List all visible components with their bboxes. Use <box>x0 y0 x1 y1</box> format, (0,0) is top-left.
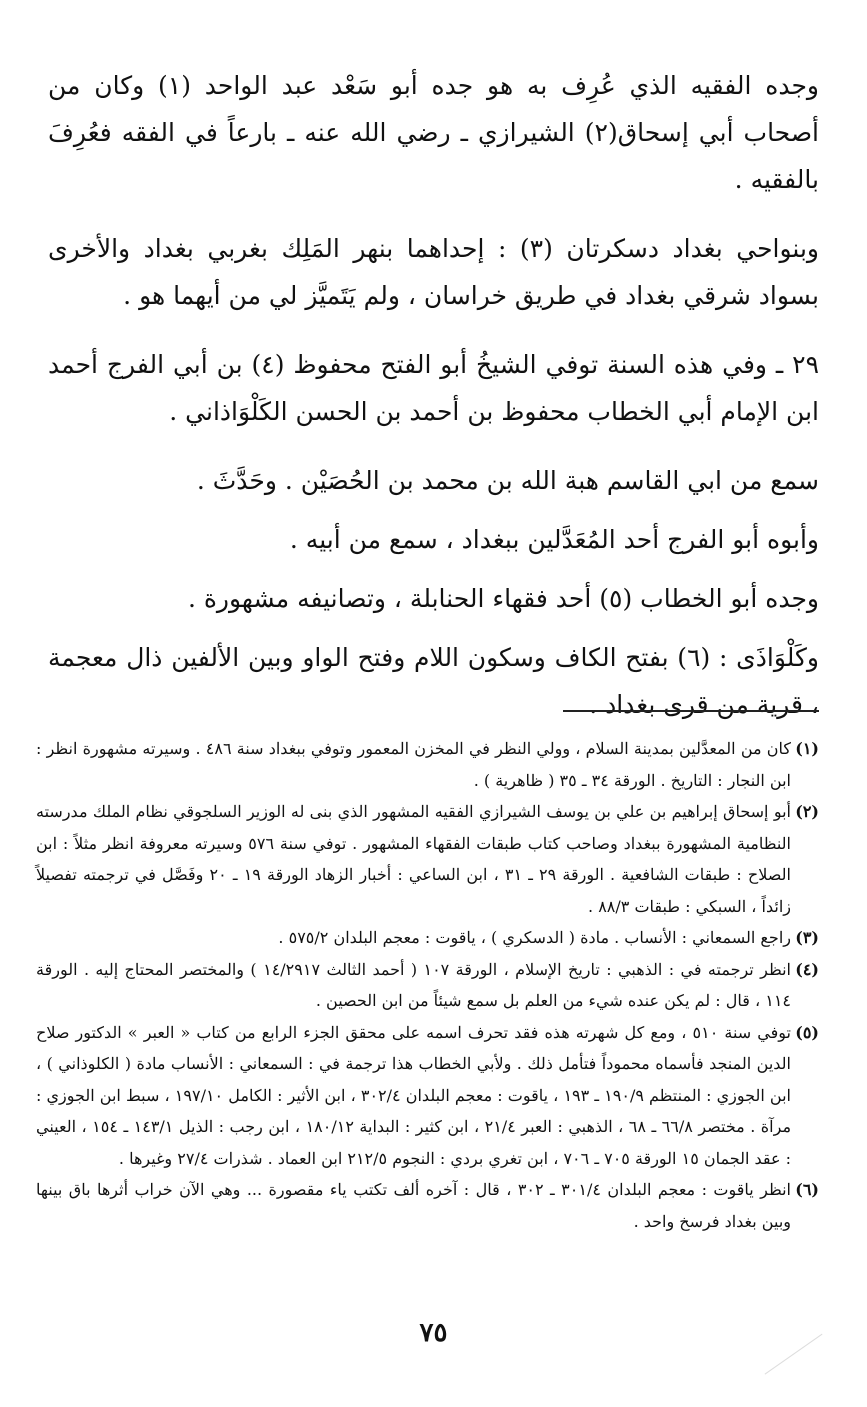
paragraph-6: وجده أبو الخطاب (٥) أحد فقهاء الحنابلة ، وتصانيفه مشهورة . <box>187 584 819 613</box>
footnote-text: انظر ترجمته في : الذهبي : تاريخ الإسلام ، الورقة ١٠٧ ( أحمد الثالث ١٤/٢٩١٧ ) والمختصر المحتاج إليه . الورقة ١١٤ ، قال : لم يكن عنده شيء من العلم بل سمع شيئاً من ابن الحصين . <box>36 959 791 1010</box>
footnote-text: راجع السمعاني : الأنساب . مادة ( الدسكري ) ، ياقوت : معجم البلدان ٥٧٥/٢ . <box>278 928 791 947</box>
footnote-text: توفي سنة ٥١٠ ، ومع كل شهرته هذه فقد تحرف اسمه على محقق الجزء الرابع من كتاب « العبر » الدكتور صلاح الدين المنجد فأسماه محموداً فتأمل ذلك . ولأبي الخطاب هذا ترجمة في : السمعاني : الأنساب مادة ( الكلوذاني ) ، ابن الجوزي : المنتظم ١٩٠/٩ ـ ١٩٣ ، ياقوت : معجم البلدان ٣٠٢/٤ ، ابن الأثير : الكامل ١٩٧/١٠ ، سبط ابن الجوزي : مرآة . مختصر ٦٦/٨ ـ ٦٨ ، الذهبي : العبر ٢١/٤ ، ابن كثير : البداية ١٨٠/١٢ ، ابن رجب : الذيل ١٤٣/١ ـ ١٥٤ ، العيني : عقد الجمان ١٥ الورقة ٧٠٥ ـ ٧٠٦ ، ابن تغري بردي : النجوم ٢١٢/٥ ابن العماد . شذرات ٢٧/٤ وغيرها . <box>36 1022 792 1168</box>
footnote-number: (٢) <box>795 802 819 821</box>
paragraph-4: سمع من ابي القاسم هبة الله بن محمد بن الحُصَيْن . وحَدَّثَ . <box>196 466 819 495</box>
page-number: ٧٥ <box>419 1318 448 1348</box>
footnote-number: (١) <box>795 739 819 758</box>
paragraph-2: وبنواحي بغداد دسكرتان (٣) : إحداهما بنهر المَلِك بغربي بغداد والأخرى بسواد شرقي بغداد في طريق خراسان ، ولم يَتَميَّز لي من أيهما هو . <box>48 234 819 310</box>
footnote-5 <box>36 1017 819 1175</box>
paragraph-5: وأبوه أبو الفرج أحد المُعَدَّلين ببغداد ، سمع من أبيه . <box>289 525 819 554</box>
footnote-6 <box>36 1174 819 1237</box>
footnote-number: (٣) <box>795 928 819 947</box>
footnote-text: كان من المعدَّلين بمدينة السلام ، وولي النظر في المخزن المعمور وتوفي ببغداد سنة ٤٨٦ . وسيرته مشهورة انظر : ابن النجار : التاريخ . الورقة ٣٤ ـ ٣٥ ( ظاهرية ) . <box>36 739 792 790</box>
footnote-4 <box>36 954 819 1017</box>
footnote-number: (٤) <box>795 959 819 979</box>
footnote-2 <box>36 796 819 922</box>
main-text <box>48 62 819 728</box>
footnote-text: أبو إسحاق إبراهيم بن علي بن يوسف الشيرازي الفقيه المشهور الذي بنى له الوزير السلجوقي نظام الملك مدرسته النظامية المشهورة ببغداد وصاحب كتاب طبقات الفقهاء المشهور . توفي سنة ٥٧٦ وسيرته معروفة انظر مثلاً : ابن الصلاح : طبقات الشافعية . الورقة ٢٩ ـ ٣١ ، ابن الساعي : أخبار الزهاد الورقة ١٩ ـ ٢٠ وفَصَّل في ترجمته تفصيلاً زائداً ، السبكي : طبقات ٨٨/٣ . <box>36 802 791 916</box>
footnote-number: (٥) <box>795 1022 819 1042</box>
paragraph-7: وكَلْوَاذَى : (٦) بفتح الكاف وسكون اللام وفتح الواو وبين الألفين ذال معجمة ، قرية من قرى بغداد . <box>48 643 819 719</box>
footnotes <box>36 733 819 1237</box>
paragraph-1: وجده الفقيه الذي عُرِف به هو جده أبو سَعْد عبد الواحد (١) وكان من أصحاب أبي إسحاق(٢) الشيرازي ـ رضي الله عنه ـ بارعاً في الفقه فعُرِفَ بالفقيه . <box>48 71 819 194</box>
footnote-3 <box>36 922 819 954</box>
paragraph-3: ٢٩ ـ وفي هذه السنة توفي الشيخُ أبو الفتح محفوظ (٤) بن أبي الفرج أحمد ابن الإمام أبي الخطاب محفوظ بن أحمد بن الحسن الكَلْوَاذاني . <box>48 350 819 426</box>
footnote-text: انظر ياقوت : معجم البلدان ٣٠١/٤ ـ ٣٠٢ ، قال : آخره ألف تكتب ياء مقصورة ... وهي الآن خراب أثرها باق بينها وبين بغداد فرسخ واحد . <box>36 1180 792 1231</box>
footnote-number: (٦) <box>795 1180 819 1199</box>
footnote-1 <box>36 733 819 796</box>
footnote-separator <box>563 710 819 712</box>
